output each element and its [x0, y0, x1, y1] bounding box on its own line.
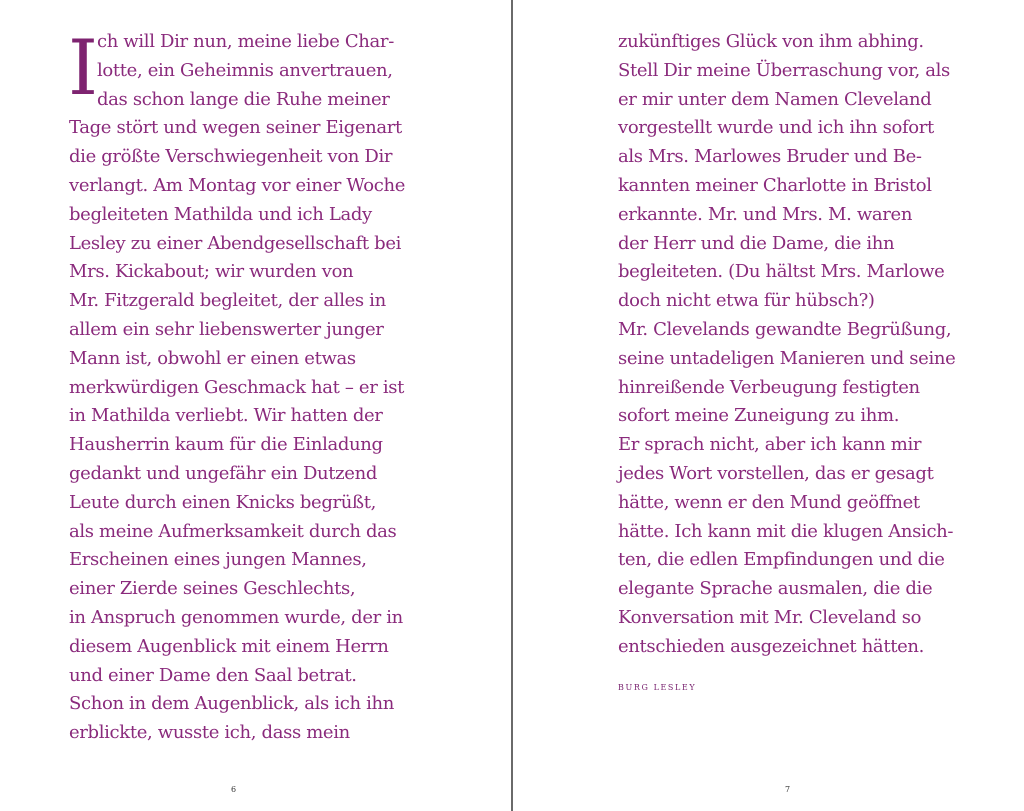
- page-number-left: 6: [231, 785, 237, 794]
- text-line: doch nicht etwa für hübsch?): [618, 290, 875, 312]
- text-line: Erscheinen eines jungen Mannes,: [69, 549, 367, 571]
- text-line: elegante Sprache ausmalen, die die: [618, 578, 933, 600]
- text-line: vorgestellt wurde und ich ihn sofort: [618, 117, 934, 139]
- text-line: als meine Aufmerksamkeit durch das: [69, 520, 397, 542]
- text-line: hätte, wenn er den Mund geöffnet: [618, 491, 920, 513]
- text-line: erblickte, wusste ich, dass mein: [69, 722, 350, 744]
- text-line: die größte Verschwiegenheit von Dir: [69, 146, 393, 168]
- text-line: seine untadeligen Manieren und seine: [618, 347, 956, 369]
- text-line: der Herr und die Dame, die ihn: [618, 232, 895, 254]
- text-line: zukünftiges Glück von ihm abhing.: [618, 31, 924, 52]
- text-line: als Mrs. Marlowes Bruder und Be-: [618, 146, 922, 168]
- text-line: Mr. Fitzgerald begleitet, der alles in: [69, 290, 386, 312]
- text-line: merkwürdigen Geschmack hat – er ist: [69, 376, 405, 398]
- text-line: Mrs. Kickabout; wir wurden von: [69, 261, 354, 283]
- text-line: gedankt und ungefähr ein Dutzend: [69, 462, 378, 484]
- text-line: allem ein sehr liebenswerter junger: [69, 318, 384, 340]
- left-page-text: [68, 23, 406, 748]
- text-line: hinreißende Verbeugung festigten: [618, 376, 920, 398]
- text-line: begleiteten Mathilda und ich Lady: [69, 203, 372, 225]
- text-line: Konversation mit Mr. Cleveland so: [618, 606, 922, 628]
- text-line: Lesley zu einer Abendgesellschaft bei: [69, 232, 402, 254]
- text-line: diesem Augenblick mit einem Herrn: [69, 635, 389, 657]
- text-line: Er sprach nicht, aber ich kann mir: [618, 434, 922, 456]
- text-line: jedes Wort vorstellen, das er gesagt: [618, 462, 934, 484]
- text-line: begleiteten. (Du hältst Mrs. Marlowe: [618, 261, 945, 283]
- text-line: Stell Dir meine Überraschung vor, als: [618, 59, 950, 81]
- left-page: [0, 0, 511, 811]
- text-line: verlangt. Am Montag vor einer Woche: [69, 174, 406, 196]
- text-line: erkannte. Mr. und Mrs. M. waren: [618, 203, 913, 225]
- text-line: ten, die edlen Empfindungen und die: [618, 549, 945, 571]
- text-line: Hausherrin kaum für die Einladung: [69, 434, 383, 456]
- text-line: in Anspruch genommen wurde, der in: [69, 606, 403, 628]
- page-number-right: 7: [785, 785, 791, 794]
- text-line: ch will Dir nun, meine liebe Char-: [97, 31, 394, 52]
- text-line: einer Zierde seines Geschlechts,: [69, 578, 356, 600]
- text-line: Mann ist, obwohl er einen etwas: [69, 347, 356, 369]
- text-line: Tage stört und wegen seiner Eigenart: [69, 117, 402, 139]
- text-line: lotte, ein Geheimnis anvertrauen,: [97, 59, 393, 81]
- text-line: hätte. Ich kann mit die klugen Ansich-: [618, 520, 954, 542]
- drop-cap: I: [68, 23, 99, 112]
- text-line: entschieden ausgezeichnet hätten.: [618, 635, 924, 657]
- text-line: sofort meine Zuneigung zu ihm.: [618, 405, 900, 427]
- text-line: kannten meiner Charlotte in Bristol: [618, 174, 932, 196]
- text-line: Schon in dem Augenblick, als ich ihn: [69, 693, 394, 715]
- signature: BURG LESLEY: [618, 683, 697, 692]
- text-line: Leute durch einen Knicks begrüßt,: [69, 491, 376, 513]
- text-line: er mir unter dem Namen Cleveland: [618, 88, 932, 110]
- right-page-text: [618, 28, 955, 662]
- text-line: das schon lange die Ruhe meiner: [97, 88, 390, 110]
- text-line: Mr. Clevelands gewandte Begrüßung,: [618, 318, 952, 340]
- text-line: und einer Dame den Saal betrat.: [69, 664, 357, 686]
- text-line: in Mathilda verliebt. Wir hatten der: [69, 405, 383, 427]
